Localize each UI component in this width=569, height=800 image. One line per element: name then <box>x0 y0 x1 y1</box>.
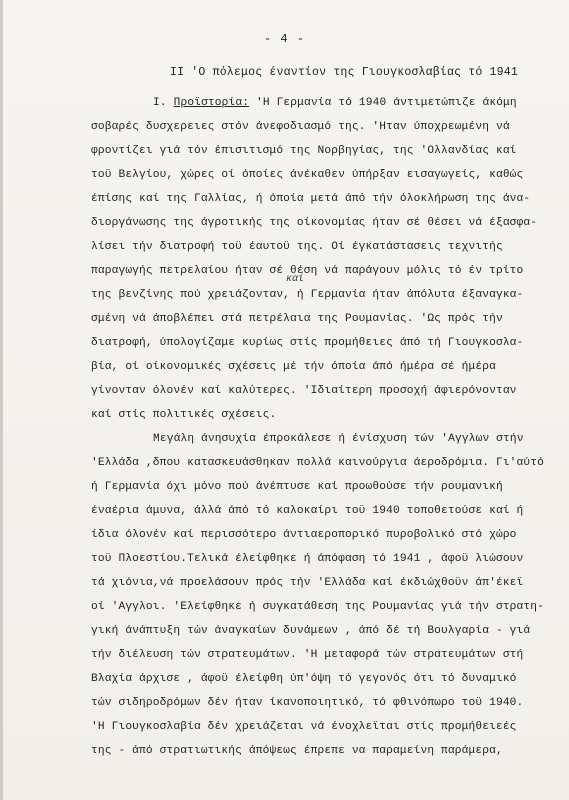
text-line: ίδια όλονέν καί περισσότερο άντιαεροπορικό πυροβολικό στό χώρο <box>91 529 517 541</box>
text-line: καί στίς πολιτικές σχέσεις. <box>91 409 277 421</box>
text-line: Μεγάλη άνησυχία έπροκάλεσε ή ένίσχυση τών 'Αγγλων στήν <box>153 433 524 445</box>
text-line: τών σιδηροδρόμων δέν ήταν ίκανοποιητικό, τό φθινόπωρο τοϋ 1940. <box>91 697 524 709</box>
text-line: τοϋ Πλοεστίου.Τελικά έλείφθηκε ή άπόφαση τό 1941 , άφοϋ λιώσουν <box>91 553 524 565</box>
text-line: γίνονταν όλονέν καί καλύτερες. 'Ιδιαίτερη προσοχή άφιερόνονταν <box>91 385 517 397</box>
text-line <box>153 96 517 110</box>
page-number: - 4 - <box>263 32 305 46</box>
page-edge-shadow <box>0 0 3 800</box>
text-line: τά χιόνια,νά προελάσουν πρός τήν 'Ελλάδα καί έκδιώχθοϋν άπ'έκεϊ <box>91 577 524 589</box>
text-line: σμένη νά άποβλέπει στά πετρέλαια της Ρουμανίας. 'Ως πρός τήν <box>91 313 503 325</box>
text-line: βία, οί οίκονομικές σχέσεις μέ τήν όποία άπό ήμέρα σέ ήμέρα <box>91 361 496 373</box>
text-line: έπίσης καί της Γαλλίας, ή όποία μετά άπό τήν όλοκλήρωση της άνα- <box>91 193 531 205</box>
text-line: φροντίζει γιά τόν έπισιτισμό της Νορβηγίας, της 'Ολλανδίας καί <box>91 145 517 157</box>
section-number: Ι. <box>153 97 167 109</box>
text-line: λίσει τήν διατροφή τοϋ έαυτοϋ της. Οί έγκατάστασεις τεχνιτής <box>91 241 503 253</box>
text-line: παραγωγής πετρελαίου ήταν σέ θέση νά παράγουν μόλις τό έν τρίτο <box>91 265 524 277</box>
chapter-title: II 'Ο πόλεμος έναντίον της Γιουγκοσλαβίας τό 1941 <box>170 66 518 79</box>
text-line: Βλαχία άρχισε , άφοϋ έλείφθη ύπ'όψη τό γεγονός ότι τό δυναμικό <box>91 673 517 685</box>
text-line: της - άπό στρατιωτικής άπόψεως έπρεπε να παραμείνη παράμερα, <box>91 745 503 757</box>
text-line: οί 'Αγγλοι. 'Ελείφθηκε ή συγκατάθεση της Ρουμανίας γιά τήν στρατη- <box>91 601 544 613</box>
text-line: έναέρια άμυνα, άλλά άπό τό καλοκαίρι τοϋ 1940 τοποθετούσε καί ή <box>91 505 524 517</box>
text-line: σοβαρές δυσχερειες στόν άνεφοδιασμό της. 'Ηταν ύποχρεωμένη νά <box>91 121 510 133</box>
text-line-content: 'Η Γερμανία τό 1940 άντιμετώπιζε άκόμη <box>249 97 517 109</box>
text-line: γική άνάπτυξη τών άναγκαίων δυνάμεων , άπό δέ τή Βουλγαρία - γιά <box>91 625 531 637</box>
text-line: της βενζίνης πού χρειάζονταν, ή Γερμανία ήταν άπόλυτα έξαναγκα- <box>91 289 524 301</box>
text-line: ή Γερμανία όχι μόνο πού άνέπτυσε καί προωθούσε τήν ρουμανική <box>91 481 503 493</box>
text-line: τοϋ Βελγίου, χώρες οί όποίες άνέκαθεν ύπήρξαν εισαγωγείς, καθώς <box>91 169 524 181</box>
text-line: 'Ελλάδα ,δπου κατασκευάσθηκαν πολλά καινούργια άεροδρόμια. Γι'αύτό <box>91 457 544 469</box>
interlinear-insertion: καί <box>286 274 305 285</box>
text-line: διατροφή, ύπολογίζαμε κυρίως στίς προμήθειες άπό τή Γιουγκοσλα- <box>91 337 524 349</box>
section-heading: Προϊστορία: <box>173 97 250 109</box>
text-line: διοργάνωσης της άγροτικής της οίκονομίας ήταν σέ θέσει νά έξασφα- <box>91 217 538 229</box>
text-line: τήν διέλευση τών στρατευμάτων. 'Η μεταφορά τών στρατευμάτων στή <box>91 649 524 661</box>
text-line: 'Η Γιουγκοσλαβία δέν χρειάζεται νά ένοχλεϊται στίς προμήθειεές <box>91 721 517 733</box>
